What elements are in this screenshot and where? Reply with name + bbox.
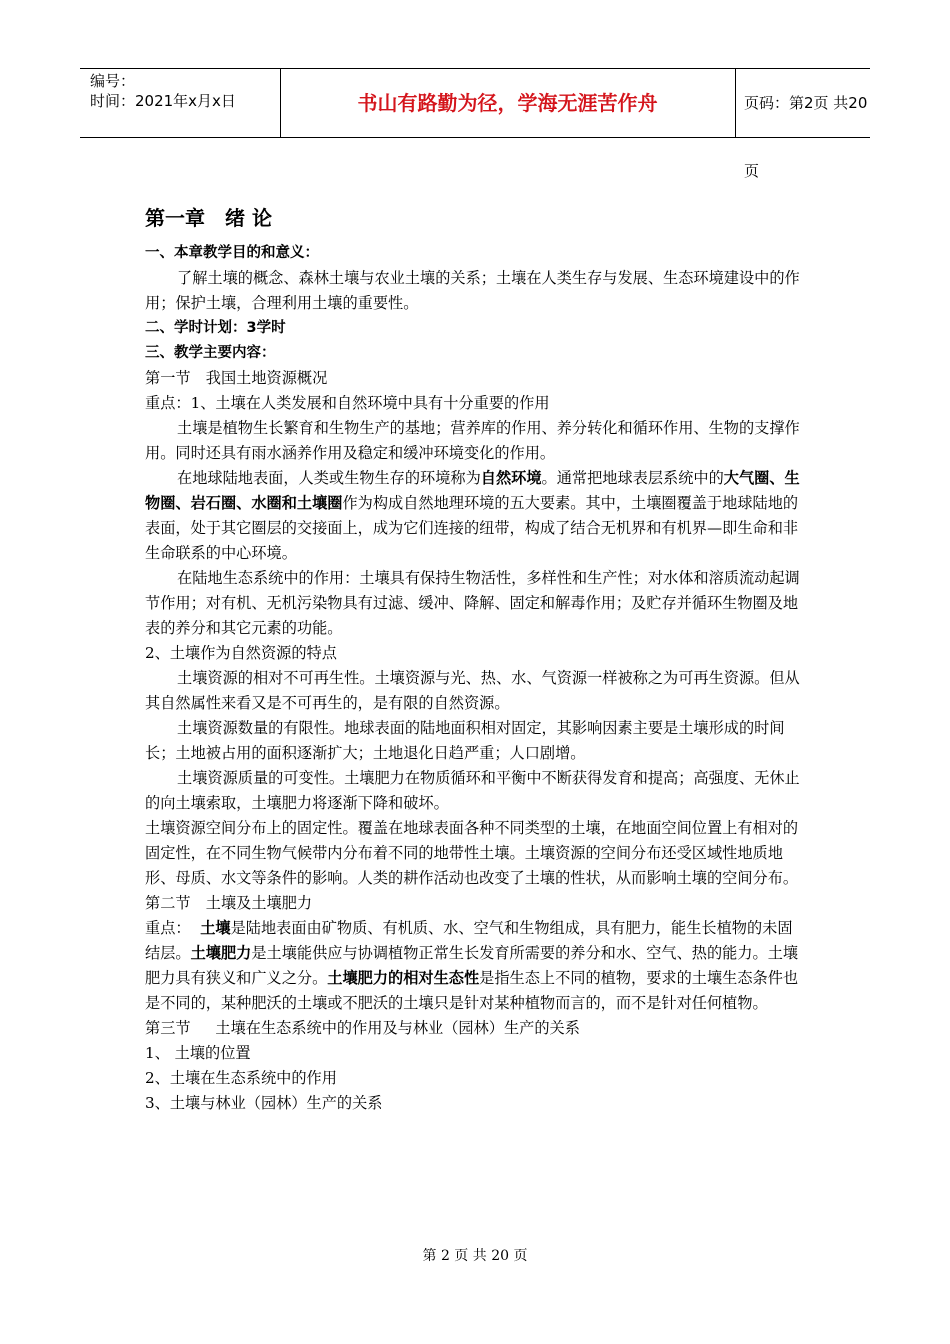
chapter-title: 第一章 绪 论: [145, 206, 272, 230]
text-run: 是陆地表面由矿物质、有机质、水、空气和生物组成，具有肥力，能生长植物的未固结层。: [145, 919, 793, 962]
bold-term: 土壤肥力的相对生态性: [327, 969, 480, 987]
list-item: 3、土壤与林业（园林）生产的关系: [145, 1094, 383, 1112]
header-motto: 书山有路勤为径，学海无涯苦作舟: [280, 69, 736, 137]
list-item: 1、 土壤的位置: [145, 1044, 251, 1062]
key-point-1: 重点：1、土壤在人类发展和自然环境中具有十分重要的作用: [145, 394, 550, 412]
bold-term: 土壤: [200, 919, 231, 937]
section-heading-purpose: 一、本章教学目的和意义：: [145, 245, 319, 261]
text-run: 重点：: [145, 919, 201, 937]
paragraph: 土壤资源空间分布上的固定性。覆盖在地球表面各种不同类型的土壤，在地面空间位置上有相对的固定性，在不同生物气候带内分布着不同的地带性土壤。土壤资源的空间分布还受区域性地质地形、母质、水文等条件的影响。人类的耕作活动也改变了土壤的性状，从而影响土壤的空间分布。: [145, 819, 799, 887]
text-run: 作为构成自然地理环境的五大要素。其中，土壤圈覆盖于地球陆地的表面，处于其它圈层的交接面上，成为它们连接的纽带，构成了结合无机界和有机界—即生命和非生命联系的中心环境。: [145, 494, 799, 562]
page-header: [80, 68, 870, 180]
header-meta: [80, 69, 281, 137]
list-item: 2、土壤在生态系统中的作用: [145, 1069, 337, 1087]
paragraph-soil-fertility: [145, 916, 805, 1016]
document-number-label: 编号：: [90, 72, 136, 90]
page-footer: 第 2 页 共 20 页: [422, 1248, 528, 1264]
header-page-code: 页码：第2页 共20页: [744, 94, 868, 180]
paragraph: 土壤是植物生长繁育和生物生产的基地；营养库的作用、养分转化和循环作用、生物的支撑作用。同时还具有雨水涵养作用及稳定和缓冲环境变化的作用。: [145, 419, 800, 462]
subsection-title-1: 第一节 我国土地资源概况: [145, 369, 328, 387]
bold-term: 大气圈、生物圈、岩石圈、水圈和土壤圈: [145, 469, 800, 512]
bold-term: 自然环境: [480, 469, 542, 487]
subsection-title-2: 第二节 土壤及土壤肥力: [145, 894, 313, 912]
list-item-heading: 2、土壤作为自然资源的特点: [145, 644, 337, 662]
text-run: 。通常把地球表层系统中的: [541, 469, 724, 487]
document-time: 时间：2021年x月x日: [90, 92, 236, 110]
text-run: 在地球陆地表面，人类或生物生存的环境称为: [177, 469, 481, 487]
paragraph: 土壤资源数量的有限性。地球表面的陆地面积相对固定，其影响因素主要是土壤形成的时间长；土地被占用的面积逐渐扩大；土地退化日趋严重；人口剧增。: [145, 719, 785, 762]
paragraph-purpose: 了解土壤的概念、森林土壤与农业土壤的关系；土壤在人类生存与发展、生态环境建设中的作用；保护土壤，合理利用土壤的重要性。: [145, 269, 800, 312]
subsection-title-3: 第三节 土壤在生态系统中的作用及与林业（园林）生产的关系: [145, 1019, 580, 1037]
paragraph: 土壤资源的相对不可再生性。土壤资源与光、热、水、气资源一样被称之为可再生资源。但从其自然属性来看又是不可再生的，是有限的自然资源。: [145, 669, 800, 712]
paragraph: 在陆地生态系统中的作用：土壤具有保持生物活性，多样性和生产性；对水体和溶质流动起调节作用；对有机、无机污染物具有过滤、缓冲、降解、固定和解毒作用；及贮存并循环生物圈及地表的养分和其它元素的功能。: [145, 569, 800, 637]
paragraph-natural-environment: [145, 466, 805, 566]
paragraph: 土壤资源质量的可变性。土壤肥力在物质循环和平衡中不断获得发育和提高；高强度、无休止的向土壤索取，土壤肥力将逐渐下降和破坏。: [145, 769, 800, 812]
text-run: 是土壤能供应与协调植物正常生长发育所需要的养分和水、空气、热的能力。土壤肥力具有狭义和广义之分。: [145, 944, 799, 987]
section-heading-hours: 二、学时计划：3学时: [145, 320, 286, 336]
section-heading-content: 三、教学主要内容：: [145, 345, 276, 361]
bold-term: 土壤肥力: [190, 944, 252, 962]
text-run: 是指生态上不同的植物，要求的土壤生态条件也是不同的，某种肥沃的土壤或不肥沃的土壤只是针对某种植物而言的，而不是针对任何植物。: [145, 969, 799, 1012]
document-body: [145, 203, 805, 1116]
